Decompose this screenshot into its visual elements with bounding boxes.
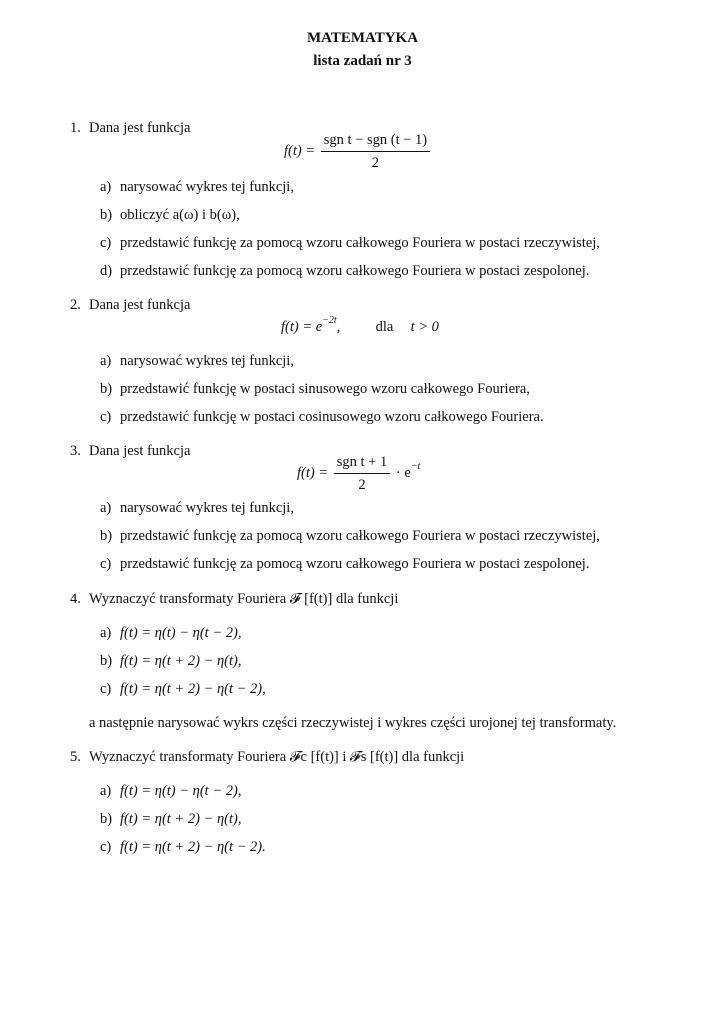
problem-5-number: 5. — [70, 749, 81, 765]
formula-exponent: −t — [410, 461, 421, 472]
problem-4-item-b-text: f(t) = η(t + 2) − η(t), — [120, 653, 242, 669]
formula-lhs: f(t) = e — [281, 318, 323, 335]
problem-3-number: 3. — [70, 443, 81, 459]
problem-3-formula — [297, 455, 420, 492]
problem-2-item-b-text: przedstawić funkcję w postaci sinusowego wzoru całkowego Fouriera, — [120, 381, 530, 397]
problem-1-item-d-text: przedstawić funkcję za pomocą wzoru całkowego Fouriera w postaci zespolonej. — [120, 263, 590, 279]
formula-numerator: sgn t − sgn (t − 1) — [321, 133, 430, 152]
formula-fraction — [321, 133, 430, 170]
formula-condition: dla — [375, 318, 394, 335]
problem-3-intro: Dana jest funkcja — [89, 443, 191, 459]
problem-3-item-b-text: przedstawić funkcję za pomocą wzoru całkowego Fouriera w postaci rzeczywistej, — [120, 528, 600, 544]
formula-denominator: 2 — [371, 154, 380, 171]
problem-2-item-c-label: c) — [100, 409, 112, 425]
problem-5-item-c-label: c) — [100, 839, 112, 855]
formula-condition-expr: t > 0 — [410, 318, 439, 335]
formula-tail: · e — [395, 464, 411, 481]
problem-2-item-c-text: przedstawić funkcję w postaci cosinusowego wzoru całkowego Fouriera. — [120, 409, 544, 425]
problem-1-formula — [284, 133, 432, 170]
problem-5-intro: Wyznaczyć transformaty Fouriera 𝓕c [f(t)] i 𝓕s [f(t)] dla funkcji — [89, 749, 465, 765]
formula-exponent: −2t — [322, 315, 337, 326]
formula-denominator: 2 — [358, 476, 366, 493]
problem-2-number: 2. — [70, 297, 81, 313]
problem-1-item-a-text: narysować wykres tej funkcji, — [120, 179, 294, 195]
problem-5-item-c-text: f(t) = η(t + 2) − η(t − 2). — [120, 839, 266, 855]
problem-2-item-b-label: b) — [100, 381, 113, 397]
problem-4-item-c-label: c) — [100, 681, 112, 697]
formula-numerator: sgn t + 1 — [334, 455, 390, 474]
problem-4-intro: Wyznaczyć transformaty Fouriera 𝓕 [f(t)] dla funkcji — [89, 591, 399, 607]
problem-1-item-d-label: d) — [100, 263, 113, 279]
problem-1-item-a-label: a) — [100, 179, 112, 195]
problem-1-item-b-label: b) — [100, 207, 113, 223]
formula-lhs: f(t) = — [297, 464, 329, 481]
page-title: MATEMATYKA — [306, 30, 419, 46]
problem-1-item-c-text: przedstawić funkcję za pomocą wzoru całkowego Fouriera w postaci rzeczywistej, — [120, 235, 600, 251]
problem-2-item-a-text: narysować wykres tej funkcji, — [120, 353, 294, 369]
page-subtitle: lista zadań nr 3 — [313, 53, 412, 69]
formula-tail: , — [336, 318, 341, 335]
problem-2-intro: Dana jest funkcja — [89, 297, 191, 313]
problem-4-outro: a następnie narysować wykrs części rzeczywistej i wykres części urojonej tej transformaty. — [89, 715, 617, 731]
problem-1-number: 1. — [70, 120, 81, 136]
formula-fraction — [334, 455, 390, 492]
problem-5-item-a-label: a) — [100, 783, 112, 799]
problem-4-item-c-text: f(t) = η(t + 2) − η(t − 2), — [120, 681, 266, 697]
formula-lhs: f(t) = — [284, 142, 316, 159]
problem-3-item-c-text: przedstawić funkcję za pomocą wzoru całkowego Fouriera w postaci zespolonej. — [120, 556, 590, 572]
problem-5-item-b-text: f(t) = η(t + 2) − η(t), — [120, 811, 242, 827]
problem-2-item-a-label: a) — [100, 353, 112, 369]
problem-4-item-b-label: b) — [100, 653, 113, 669]
problem-5-item-a-text: f(t) = η(t) − η(t − 2), — [120, 783, 242, 799]
problem-4-number: 4. — [70, 591, 81, 607]
problem-1-intro: Dana jest funkcja — [89, 120, 191, 136]
problem-2-formula — [281, 315, 439, 335]
problem-5-item-b-label: b) — [100, 811, 113, 827]
problem-3-item-b-label: b) — [100, 528, 113, 544]
problem-3-item-a-label: a) — [100, 500, 112, 516]
problem-4-item-a-label: a) — [100, 625, 112, 641]
problem-1-item-c-label: c) — [100, 235, 112, 251]
problem-3-item-a-text: narysować wykres tej funkcji, — [120, 500, 294, 516]
problem-4-item-a-text: f(t) = η(t) − η(t − 2), — [120, 625, 242, 641]
problem-1-item-b-text: obliczyć a(ω) i b(ω), — [120, 207, 240, 223]
problem-3-item-c-label: c) — [100, 556, 112, 572]
